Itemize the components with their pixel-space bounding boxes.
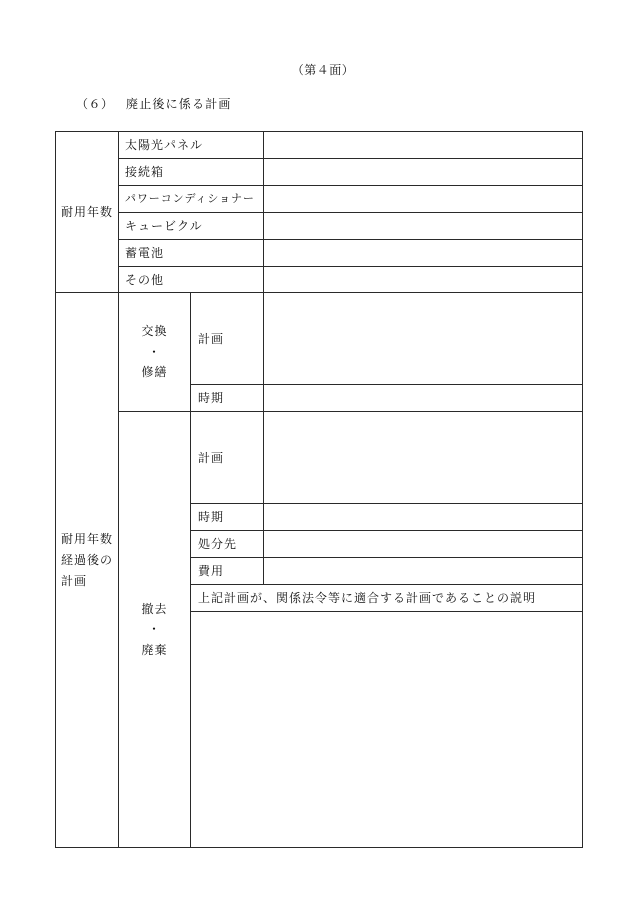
exchange-repair-label-line: ・ (147, 344, 161, 359)
exchange-repair-plan-label: 計画 (191, 293, 264, 385)
removal-timing-value (264, 504, 583, 531)
compliance-explanation-value (191, 612, 583, 848)
exchange-repair-timing-label: 時期 (191, 385, 264, 412)
lifespan-value-power-conditioner (264, 186, 583, 213)
exchange-repair-label-line: 交換 (141, 324, 168, 339)
removal-timing-label: 時期 (191, 504, 264, 531)
removal-disposal-label-line: 廃棄 (141, 642, 168, 657)
after-lifespan-label-line: 計画 (61, 573, 88, 588)
exchange-repair-timing-value (264, 385, 583, 412)
lifespan-value-storage-battery (264, 240, 583, 267)
removal-disposal-label (119, 412, 191, 848)
removal-destination-label: 処分先 (191, 531, 264, 558)
lifespan-item-cubicle: キュービクル (119, 213, 264, 240)
lifespan-item-junction-box: 接続箱 (119, 159, 264, 186)
lifespan-value-other (264, 267, 583, 293)
removal-cost-value (264, 558, 583, 585)
lifespan-value-solar-panel (264, 132, 583, 159)
exchange-repair-label-line: 修繕 (141, 365, 168, 380)
after-lifespan-label-line: 経過後の (61, 552, 114, 567)
exchange-repair-label (119, 293, 191, 412)
removal-plan-value (264, 412, 583, 504)
lifespan-item-solar-panel: 太陽光パネル (119, 132, 264, 159)
removal-plan-label: 計画 (191, 412, 264, 504)
after-lifespan-label (56, 293, 119, 848)
section-number: （６） (76, 97, 114, 111)
lifespan-value-cubicle (264, 213, 583, 240)
removal-destination-value (264, 531, 583, 558)
lifespan-item-storage-battery: 蓄電池 (119, 240, 264, 267)
removal-disposal-label-line: ・ (147, 622, 161, 637)
lifespan-item-power-conditioner: パワーコンディショナー (119, 186, 264, 213)
page-number-label: （第４面） (291, 63, 355, 77)
section-heading (76, 96, 232, 112)
after-lifespan-label-line: 耐用年数 (61, 531, 114, 546)
compliance-explanation-label: 上記計画が、関係法令等に適合する計画であることの説明 (191, 585, 583, 612)
post-closure-plan-table (55, 131, 583, 848)
removal-cost-label: 費用 (191, 558, 264, 585)
section-title: 廃止後に係る計画 (126, 97, 232, 111)
lifespan-label (56, 132, 119, 293)
exchange-repair-plan-value (264, 293, 583, 385)
lifespan-label-text: 耐用年数 (61, 204, 114, 219)
lifespan-value-junction-box (264, 159, 583, 186)
removal-disposal-label-line: 撤去 (141, 601, 168, 616)
lifespan-item-other: その他 (119, 267, 264, 293)
